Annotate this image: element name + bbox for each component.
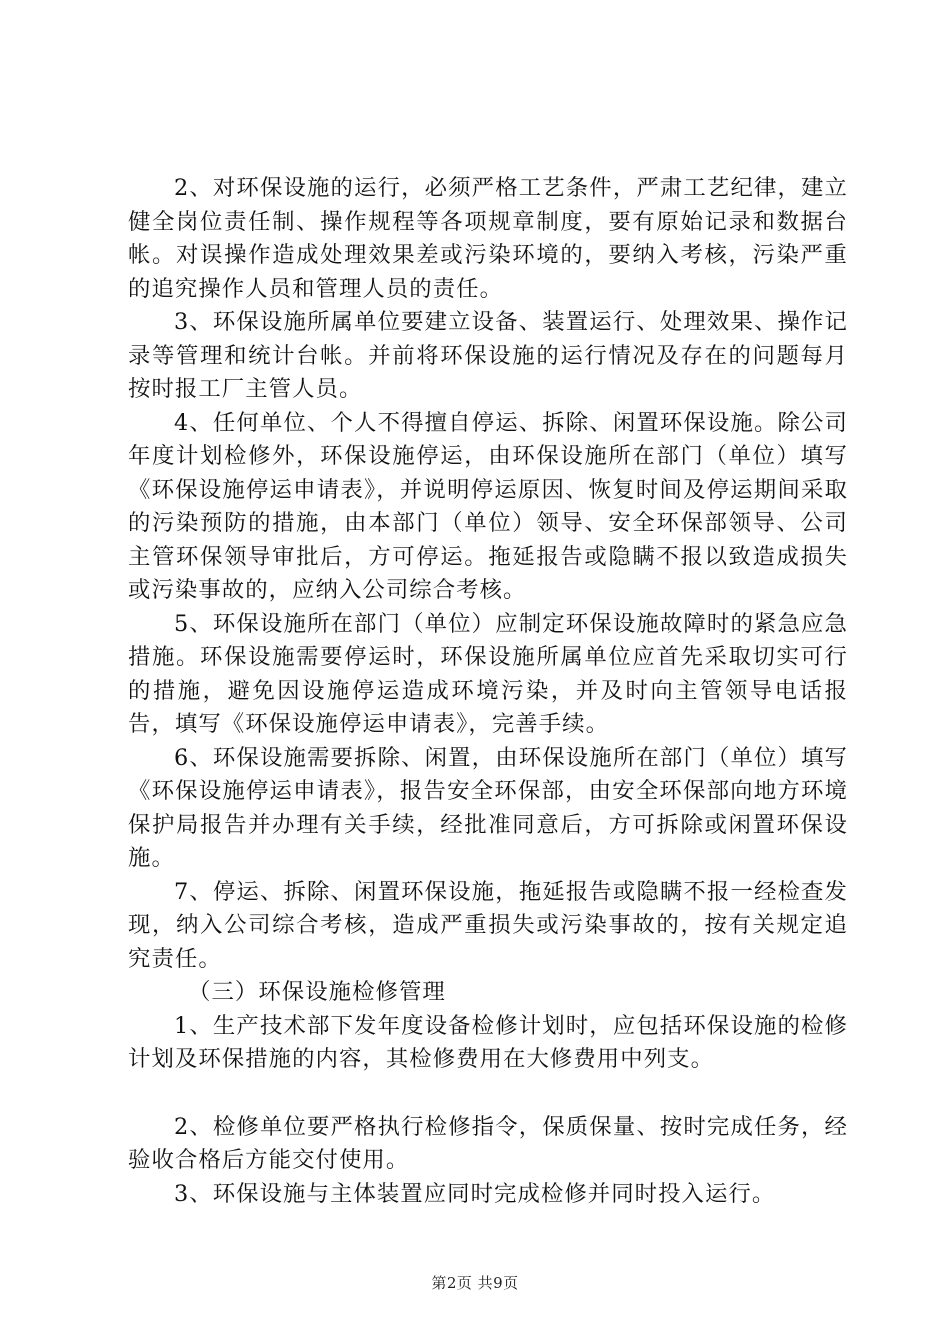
paragraph-item-2: 2、对环保设施的运行，必须严格工艺条件，严肃工艺纪律，建立健全岗位责任制、操作规程等各项规章制度，要有原始记录和数据台帐。对误操作造成处理效果差或污染环境的，要纳入考核，污染严重的追究操作人员和管理人员的责任。 — [128, 175, 848, 302]
paragraph-maintenance-3: 3、环保设施与主体装置应同时完成检修并同时投入运行。 — [174, 1180, 776, 1207]
page-number-footer: 第2页 共9页 — [431, 1274, 519, 1292]
paragraph-maintenance-1: 1、生产技术部下发年度设备检修计划时，应包括环保设施的检修计划及环保措施的内容，其检修费用在大修费用中列支。 — [128, 1012, 848, 1072]
paragraph-item-7: 7、停运、拆除、闲置环保设施，拖延报告或隐瞒不报一经检查发现，纳入公司综合考核，造成严重损失或污染事故的，按有关规定追究责任。 — [128, 878, 848, 972]
paragraph-item-6: 6、环保设施需要拆除、闲置，由环保设施所在部门（单位）填写《环保设施停运申请表》，报告安全环保部，由安全环保部向地方环境保护局报告并办理有关手续，经批准同意后，方可拆除或闲置环保设施。 — [128, 744, 848, 871]
paragraph-item-3: 3、环保设施所属单位要建立设备、装置运行、处理效果、操作记录等管理和统计台帐。并前将环保设施的运行情况及存在的问题每月按时报工厂主管人员。 — [128, 309, 848, 402]
paragraph-maintenance-2: 2、检修单位要严格执行检修指令，保质保量、按时完成任务，经验收合格后方能交付使用。 — [128, 1113, 848, 1173]
paragraph-spacer — [128, 1077, 848, 1111]
section-heading: （三）环保设施检修管理 — [188, 979, 446, 1005]
paragraph-item-4: 4、任何单位、个人不得擅自停运、拆除、闲置环保设施。除公司年度计划检修外，环保设施停运，由环保设施所在部门（单位）填写《环保设施停运申请表》，并说明停运原因、恢复时间及停运期间采取的污染预防的措施，由本部门（单位）领导、安全环保部领导、公司主管环保领导审批后，方可停运。拖延报告或隐瞒不报以致造成损失或污染事故的，应纳入公司综合考核。 — [128, 409, 848, 603]
paragraph-item-5: 5、环保设施所在部门（单位）应制定环保设施故障时的紧急应急措施。环保设施需要停运时，环保设施所属单位应首先采取切实可行的措施，避免因设施停运造成环境污染，并及时向主管领导电话报告，填写《环保设施停运申请表》，完善手续。 — [128, 610, 848, 737]
document-body — [128, 172, 848, 1211]
